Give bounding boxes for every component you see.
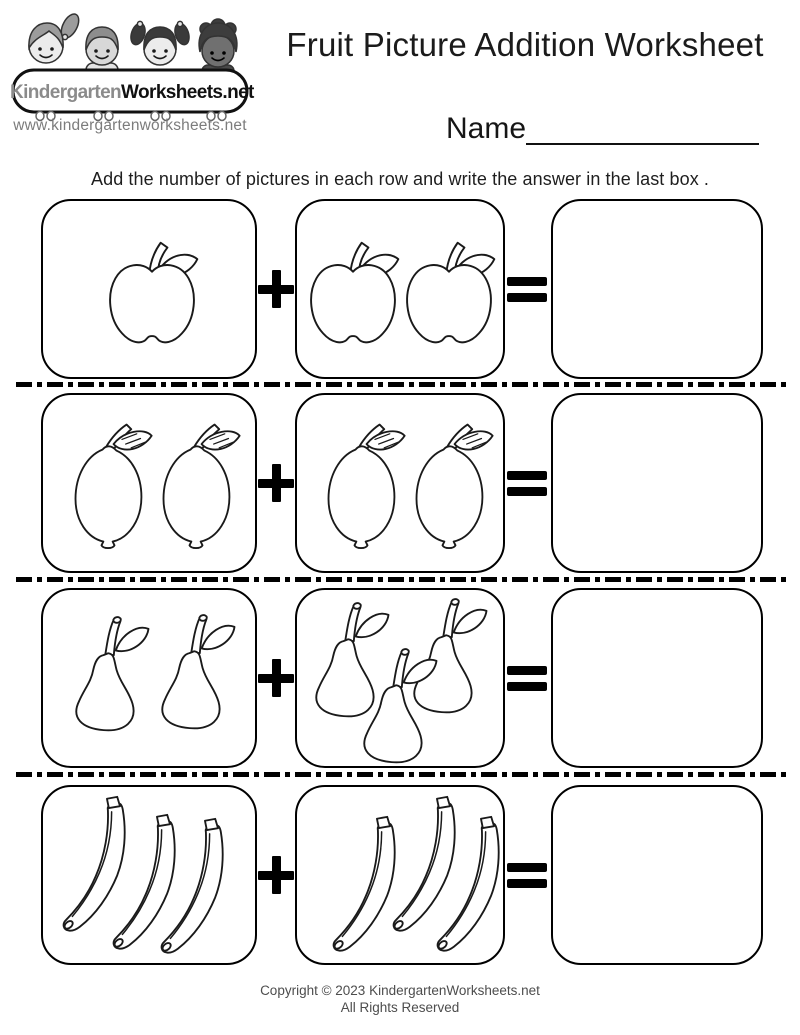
dashed-cut-line (16, 382, 788, 387)
equals-sign (507, 277, 547, 302)
addend-box-left (41, 199, 257, 379)
problem-row (0, 588, 800, 768)
problem-row (0, 393, 800, 573)
apple-icon (395, 229, 503, 351)
dashed-cut-line (16, 577, 788, 582)
equals-sign (507, 471, 547, 496)
equals-sign (507, 666, 547, 691)
addend-box-right (295, 785, 505, 965)
pear-icon (355, 644, 443, 764)
pear-icon (153, 610, 241, 730)
copyright-text: Copyright © 2023 KindergartenWorksheets.net (260, 983, 540, 998)
lemon-icon (146, 419, 246, 549)
addend-box-right (295, 588, 505, 768)
banana-icon (429, 815, 503, 957)
addend-box-left (41, 588, 257, 768)
plus-sign (258, 856, 294, 894)
instruction-text: Add the number of pictures in each row and write the answer in the last box . (90, 169, 710, 189)
name-label: Name (446, 112, 527, 145)
rights-text: All Rights Reserved (340, 1000, 460, 1015)
addend-box-right (295, 393, 505, 573)
name-blank-line[interactable] (526, 112, 759, 145)
answer-box[interactable] (551, 199, 763, 379)
addend-box-left (41, 785, 257, 965)
logo-brand-black: Worksheets.net (121, 82, 254, 103)
apple-icon (299, 229, 407, 351)
addend-box-left (41, 393, 257, 573)
plus-sign (258, 659, 294, 697)
answer-box[interactable] (551, 785, 763, 965)
page-title: Fruit Picture Addition Worksheet (286, 26, 764, 63)
answer-box[interactable] (551, 588, 763, 768)
logo-banner (10, 81, 254, 105)
lemon-icon (399, 419, 499, 549)
lemon-icon (58, 419, 158, 549)
lemon-icon (311, 419, 411, 549)
answer-box[interactable] (551, 393, 763, 573)
dashed-cut-line (16, 772, 788, 777)
pear-icon (67, 612, 155, 732)
banana-icon (153, 817, 227, 959)
logo-brand-gray: Kindergarten (10, 82, 122, 103)
equals-sign (507, 863, 547, 888)
addend-box-right (295, 199, 505, 379)
apple-icon (98, 229, 206, 351)
plus-sign (258, 464, 294, 502)
name-field (446, 112, 759, 145)
problem-row (0, 199, 800, 379)
problem-row (0, 785, 800, 965)
website-url: www.kindergartenworksheets.net (13, 117, 247, 134)
plus-sign (258, 270, 294, 308)
